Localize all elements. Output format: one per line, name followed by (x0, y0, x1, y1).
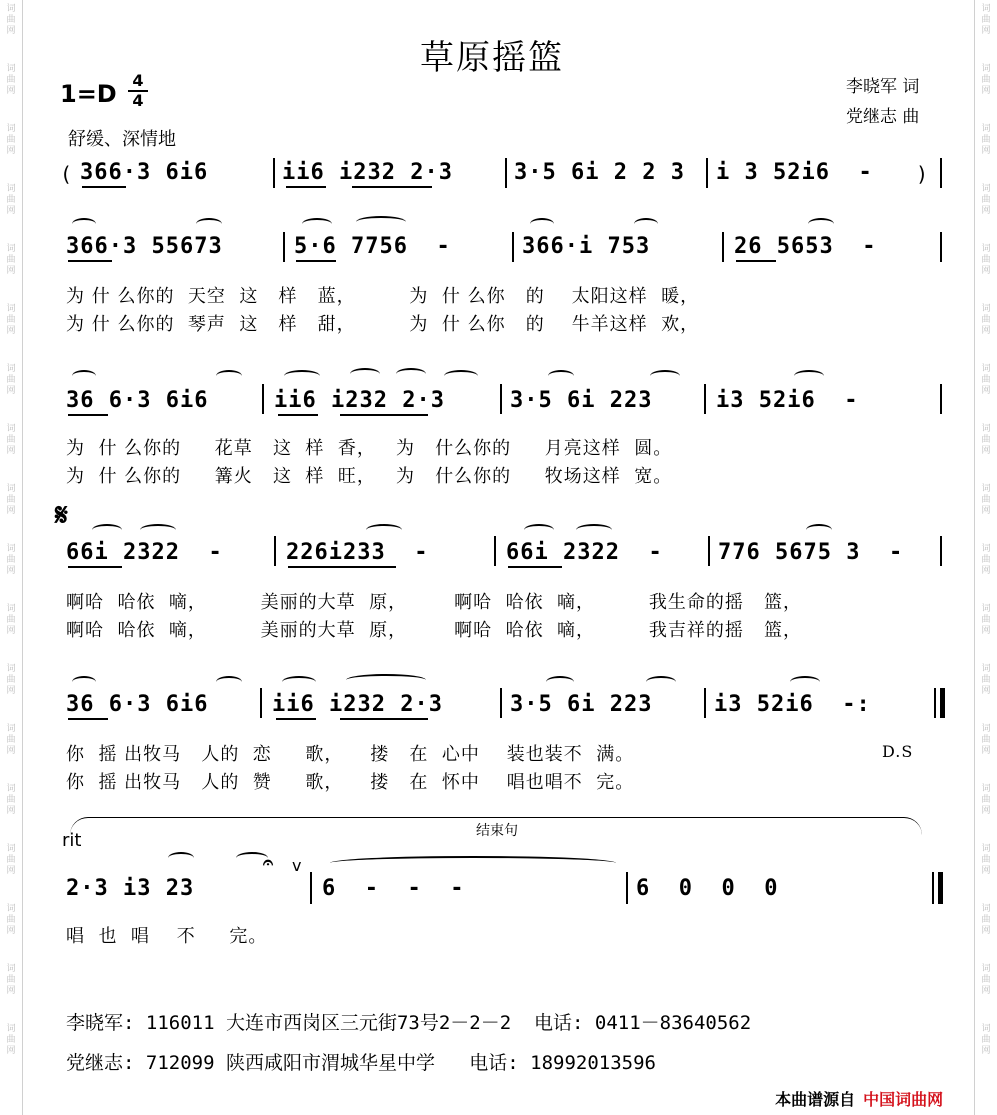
watermark-text: 词 曲 网 (6, 904, 16, 936)
watermark-text: 词 曲 网 (6, 544, 16, 576)
watermark-text: 词 曲 网 (6, 844, 16, 876)
melody-measure: 776 5675 3 - (718, 540, 904, 565)
beam-underline (68, 566, 122, 568)
slur (530, 218, 554, 230)
right-watermark-strip (974, 0, 997, 1115)
lyric-verse2: 为 什 么你的 琴声 这 样 甜， 为 什 么你 的 牛羊这样 欢， (66, 314, 700, 335)
melody-measure: 6 0 0 0 (636, 876, 779, 901)
breath-mark: v (292, 856, 302, 875)
ending-lyric: 唱 也 唱 不 完。 (66, 926, 268, 947)
watermark-text: 词 曲 网 (981, 904, 991, 936)
slur (72, 218, 96, 230)
barline (704, 688, 706, 718)
ritardando-marking: rit (62, 830, 82, 851)
watermark-text: 词 曲 网 (981, 784, 991, 816)
dal-segno-marking: D.S (882, 742, 914, 761)
watermark-text: 词 曲 网 (981, 964, 991, 996)
song-title: 草原摇篮 (420, 38, 564, 78)
melody-measure: ii6 i232 2·3 (272, 692, 443, 717)
final-barline (938, 872, 943, 904)
beam-underline (286, 186, 326, 188)
intro-measure: 366·3 6i6 (80, 160, 209, 185)
repeat-barline (934, 688, 936, 718)
watermark-text: 词 曲 网 (981, 124, 991, 156)
barline (704, 384, 706, 414)
lyric-verse2: 为 什 么你的 篝火 这 样 旺， 为 什么你的 牧场这样 宽。 (66, 466, 673, 487)
time-signature-bottom: 4 (132, 91, 144, 110)
lyricist-credit: 李晓军 词 (846, 77, 920, 97)
watermark-text: 词 曲 网 (6, 424, 16, 456)
melody-measure: ii6 i232 2·3 (274, 388, 445, 413)
lyric-verse1: 为 什 么你的 天空 这 样 蓝， 为 什 么你 的 太阳这样 暖， (66, 286, 700, 307)
slur (576, 524, 612, 536)
slur (396, 368, 426, 380)
slur (302, 218, 332, 230)
watermark-text: 词 曲 网 (6, 364, 16, 396)
melody-measure: 3·5 6i 223 (510, 692, 653, 717)
segno-sign: 𝄋 (55, 498, 68, 533)
melody-measure: i3 52i6 -: (714, 692, 871, 717)
melody-measure: 6 - - - (322, 876, 465, 901)
watermark-text: 词 曲 网 (981, 424, 991, 456)
melody-measure: i3 52i6 - (716, 388, 859, 413)
barline (940, 536, 942, 566)
melody-measure: 3·5 6i 223 (510, 388, 653, 413)
barline (626, 872, 628, 904)
beam-underline (68, 414, 108, 416)
source-site-link[interactable]: 中国词曲网 (863, 1090, 944, 1109)
beam-underline (278, 414, 318, 416)
watermark-text: 词 曲 网 (6, 964, 16, 996)
melody-measure: 226i233 - (286, 540, 429, 565)
watermark-text: 词 曲 网 (6, 4, 16, 36)
watermark-text: 词 曲 网 (6, 1024, 16, 1056)
barline (283, 232, 285, 262)
tempo-marking: 舒缓、深情地 (68, 129, 176, 150)
watermark-text: 词 曲 网 (981, 1024, 991, 1056)
barline (708, 536, 710, 566)
barline (262, 384, 264, 414)
watermark-text: 词 曲 网 (6, 244, 16, 276)
barline (500, 384, 502, 414)
tie (330, 856, 616, 870)
lyric-verse2: 啊哈 哈依 嘀， 美丽的大草 原， 啊哈 哈依 嘀， 我吉祥的摇 篮， (66, 620, 802, 641)
barline (274, 536, 276, 566)
slur (216, 370, 242, 382)
source-prefix: 本曲谱源自 (775, 1090, 856, 1109)
slur (140, 524, 176, 536)
beam-underline (68, 260, 112, 262)
watermark-text: 词 曲 网 (981, 64, 991, 96)
barline (722, 232, 724, 262)
slur (284, 370, 320, 382)
time-signature-top: 4 (128, 72, 148, 92)
melody-measure: 26 5653 - (734, 234, 877, 259)
watermark-text: 词 曲 网 (6, 664, 16, 696)
watermark-text: 词 曲 网 (981, 364, 991, 396)
intro-measure: i 3 52i6 - (716, 160, 873, 185)
slur (72, 676, 96, 688)
beam-underline (736, 260, 776, 262)
watermark-text: 词 曲 网 (981, 484, 991, 516)
source-credit (764, 1068, 943, 1110)
barline (505, 158, 507, 188)
barline (706, 158, 708, 188)
watermark-text: 词 曲 网 (6, 604, 16, 636)
lyric-verse1: 你 摇 出牧马 人的 恋 歌， 搂 在 心中 装也装不 满。 (66, 744, 635, 765)
repeat-barline (940, 688, 945, 718)
watermark-text: 词 曲 网 (981, 244, 991, 276)
beam-underline (340, 414, 428, 416)
slur (72, 370, 96, 382)
watermark-text: 词 曲 网 (981, 184, 991, 216)
barline (310, 872, 312, 904)
watermark-text: 词 曲 网 (981, 4, 991, 36)
slur (196, 218, 222, 230)
intro-measure: 3·5 6i 2 2 3 (514, 160, 685, 185)
lyricist-contact: 李晓军: 116011 大连市西岗区三元街73号2－2－2 电话: 0411－83640562 (66, 1012, 752, 1034)
left-watermark-strip (0, 0, 23, 1115)
beam-underline (288, 566, 396, 568)
beam-underline (82, 186, 126, 188)
slur (350, 368, 380, 380)
slur (808, 218, 834, 230)
beam-underline (508, 566, 562, 568)
slur (794, 370, 824, 382)
final-barline (932, 872, 934, 904)
slur (444, 370, 478, 382)
melody-measure: 366·i 753 (522, 234, 651, 259)
melody-measure: 36 6·3 6i6 (66, 692, 209, 717)
watermark-text: 词 曲 网 (981, 604, 991, 636)
slur (790, 676, 820, 688)
watermark-text: 词 曲 网 (6, 124, 16, 156)
beam-underline (340, 718, 428, 720)
barline (260, 688, 262, 718)
watermark-text: 词 曲 网 (981, 664, 991, 696)
intro-measure: ii6 i232 2·3 (282, 160, 453, 185)
barline (512, 232, 514, 262)
watermark-text: 词 曲 网 (6, 784, 16, 816)
lyric-verse1: 为 什 么你的 花草 这 样 香， 为 什么你的 月亮这样 圆。 (66, 438, 673, 459)
slur (646, 676, 676, 688)
beam-underline (352, 186, 432, 188)
slur (634, 218, 658, 230)
watermark-text: 词 曲 网 (6, 484, 16, 516)
watermark-text: 词 曲 网 (981, 304, 991, 336)
slur (346, 674, 426, 686)
slur (216, 676, 242, 688)
composer-credit: 党继志 曲 (846, 107, 920, 127)
beam-underline (68, 718, 108, 720)
melody-measure: 2·3 i3 23 (66, 876, 195, 901)
melody-measure: 366·3 55673 (66, 234, 223, 259)
slur (650, 370, 680, 382)
watermark-text: 词 曲 网 (981, 724, 991, 756)
slur (92, 524, 122, 536)
watermark-text: 词 曲 网 (981, 544, 991, 576)
watermark-text: 词 曲 网 (6, 184, 16, 216)
slur (282, 676, 316, 688)
slur (366, 524, 402, 536)
watermark-text: 词 曲 网 (981, 844, 991, 876)
melody-measure: 36 6·3 6i6 (66, 388, 209, 413)
lyric-verse2: 你 摇 出牧马 人的 赞 歌， 搂 在 怀中 唱也唱不 完。 (66, 772, 635, 793)
melody-measure: 66i 2322 - (506, 540, 663, 565)
barline (273, 158, 275, 188)
slur (356, 216, 406, 228)
slur (524, 524, 554, 536)
barline (494, 536, 496, 566)
intro-close-paren: ) (916, 162, 930, 186)
time-signature (128, 72, 148, 110)
slur (168, 852, 194, 864)
watermark-text: 词 曲 网 (6, 64, 16, 96)
slur (546, 676, 574, 688)
barline (500, 688, 502, 718)
barline (940, 158, 942, 188)
composer-contact: 党继志: 712099 陕西咸阳市渭城华星中学 电话: 18992013596 (66, 1052, 656, 1074)
intro-open-paren: ( (60, 162, 74, 186)
barline (940, 232, 942, 262)
melody-measure: 5·6 7756 - (294, 234, 451, 259)
ending-label: 结束句 (476, 823, 518, 839)
barline (940, 384, 942, 414)
lyric-verse1: 啊哈 哈依 嘀， 美丽的大草 原， 啊哈 哈依 嘀， 我生命的摇 篮， (66, 592, 802, 613)
beam-underline (296, 260, 336, 262)
beam-underline (276, 718, 316, 720)
key-signature: 1=D (60, 80, 117, 108)
watermark-text: 词 曲 网 (6, 724, 16, 756)
fermata-sign: 𝄐 (263, 852, 274, 873)
slur (806, 524, 832, 536)
watermark-text: 词 曲 网 (6, 304, 16, 336)
slur (548, 370, 574, 382)
melody-measure: 66i 2322 - (66, 540, 223, 565)
